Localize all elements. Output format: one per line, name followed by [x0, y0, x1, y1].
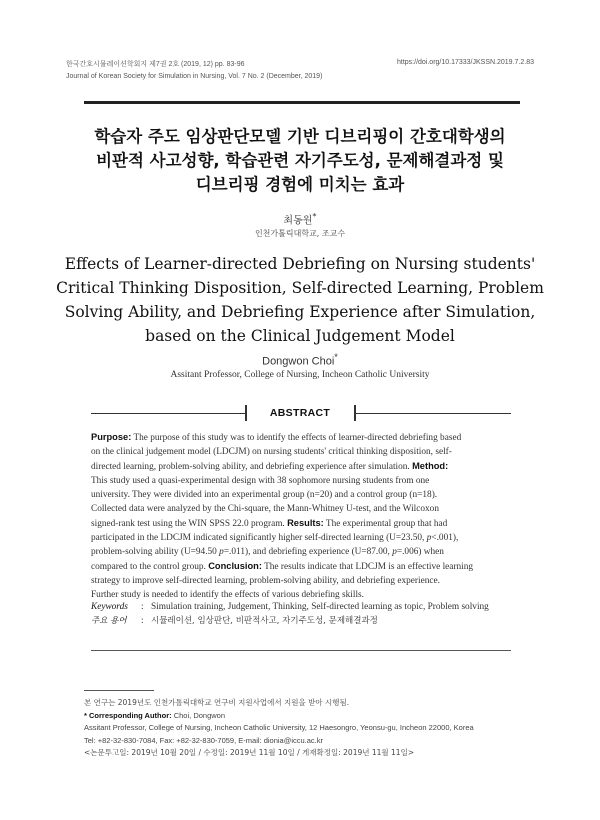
english-title-line: Solving Ability, and Debriefing Experience after Simulation,	[64, 303, 536, 321]
abstract-heading: ABSTRACT	[269, 407, 331, 419]
abstract-rule-right	[356, 413, 511, 414]
english-title	[40, 252, 560, 348]
abstract-line	[91, 559, 511, 574]
author-contact: Tel: +82-32-830-7084, Fax: +82-32-830-7059, E-mail: dionia@iccu.ac.kr	[84, 735, 323, 745]
abstract-text: p	[392, 547, 397, 557]
doi-link[interactable]: https://doi.org/10.17333/JKSSN.2019.7.2.83	[397, 59, 534, 66]
korean-title	[60, 125, 540, 197]
corresponding-author-name: Choi, Dongwon	[171, 710, 226, 720]
keywords-colon: :	[141, 602, 144, 612]
abstract-line	[91, 459, 511, 474]
funding-note: 본 연구는 2019년도 인천가톨릭대학교 연구비 지원사업에서 지원을 받아 시행됨.	[84, 698, 350, 707]
english-title-line: based on the Clinical Judgement Model	[145, 327, 455, 345]
korean-title-line: 디브리핑 경험에 미치는 효과	[195, 175, 405, 194]
abstract-line	[91, 531, 511, 545]
abstract-body	[91, 430, 511, 602]
abstract-text: <.001),	[431, 533, 459, 543]
abstract-line	[91, 488, 511, 502]
abstract-section-label: Method:	[412, 461, 449, 471]
submission-dates: <논문투고일: 2019년 10월 20일 / 수정일: 2019년 11월 10일 / 게재확정일: 2019년 11월 11일>	[84, 748, 415, 757]
english-title-line: Critical Thinking Disposition, Self-directed Learning, Problem	[56, 279, 544, 297]
english-author-name: Dongwon Choi	[262, 355, 335, 368]
korean-author-name: 최동원	[283, 215, 313, 227]
korean-title-line: 비판적 사고성향, 학습관련 자기주도성, 문제해결과정 및	[96, 151, 504, 170]
abstract-text: The results indicate that LDCJM is an effective learning	[261, 562, 474, 572]
korean-keywords-colon: :	[141, 616, 144, 626]
keywords-block	[91, 600, 511, 628]
footnotes	[84, 697, 524, 760]
abstract-text: The purpose of this study was to identify the effects of learner-directed debriefing based	[131, 433, 462, 443]
abstract-text: on the clinical judgement model (LDCJM) on nursing students' critical thinking disposition, self-	[91, 447, 452, 457]
abstract-text: =.011), and debriefing experience (U=87.00,	[223, 547, 393, 557]
abstract-text: compared to the control group.	[91, 562, 209, 572]
abstract-text: directed learning, problem-solving ability, and debriefing experience after simulation.	[91, 462, 413, 472]
header-rule	[84, 101, 520, 104]
journal-header-korean: 한국간호시뮬레이션학회지 제7권 2호 (2019, 12) pp. 83-96	[66, 61, 245, 68]
korean-title-line: 학습자 주도 임상판단모델 기반 디브리핑이 간호대학생의	[94, 127, 506, 146]
abstract-text: p	[426, 533, 432, 543]
abstract-text: =.006) when	[396, 547, 444, 557]
abstract-text: The experimental group that had	[323, 519, 448, 529]
abstract-text: strategy to improve self-directed learning, problem-solving ability, and debriefing experience.	[91, 576, 440, 586]
english-affiliation: Assitant Professor, College of Nursing, Incheon Catholic University	[170, 370, 430, 380]
abstract-line	[91, 502, 511, 516]
abstract-line	[91, 445, 511, 459]
abstract-line	[91, 430, 511, 445]
abstract-line	[91, 474, 511, 488]
korean-keywords-row	[91, 614, 511, 628]
korean-author-mark: *	[312, 211, 317, 221]
korean-keywords-label: 주요 용어	[91, 616, 127, 626]
abstract-text: Further study is needed to identify the effects of various debriefing skills.	[91, 590, 364, 600]
abstract-bottom-rule	[91, 650, 511, 651]
corresponding-author	[84, 710, 524, 723]
abstract-text: participated in the LDCJM indicated significantly higher self-directed learning (U=23.50,	[91, 533, 427, 543]
keywords-row	[91, 600, 511, 614]
korean-keywords-text: 시뮬레이션, 임상판단, 비판적사고, 자기주도성, 문제해결과정	[151, 616, 378, 626]
korean-author	[0, 211, 600, 226]
abstract-text: Collected data were analyzed by the Chi-square, the Mann-Whitney U-test, and the Wilcoxon	[91, 504, 439, 514]
abstract-text: signed-rank test using the WIN SPSS 22.0 program.	[91, 519, 288, 529]
abstract-section-label: Results:	[287, 518, 324, 528]
footnote-rule	[84, 690, 154, 691]
abstract-line	[91, 545, 511, 559]
keywords-label: Keywords	[91, 602, 128, 612]
abstract-text: p	[219, 547, 224, 557]
abstract-text: university. They were divided into an experimental group (n=20) and a control group (n=18).	[91, 490, 438, 500]
english-author-mark: *	[334, 352, 338, 362]
journal-header-english: Journal of Korean Society for Simulation in Nursing, Vol. 7 No. 2 (December, 2019)	[66, 73, 323, 80]
abstract-line	[91, 574, 511, 588]
corresponding-author-label: * Corresponding Author:	[84, 710, 172, 720]
korean-affiliation: 인천가톨릭대학교, 조교수	[254, 229, 346, 238]
english-title-line: Effects of Learner-directed Debriefing on Nursing students'	[64, 255, 536, 273]
abstract-text: This study used a quasi-experimental design with 38 sophomore nursing students from one	[91, 476, 430, 486]
keywords-text: Simulation training, Judgement, Thinking, Self-directed learning as topic, Problem solving	[151, 602, 489, 612]
abstract-text: problem-solving ability (U=94.50	[91, 547, 220, 557]
abstract-section-label: Purpose:	[91, 432, 132, 442]
abstract-line	[91, 516, 511, 531]
english-author	[0, 352, 600, 368]
author-address: Assitant Professor, College of Nursing, Incheon Catholic University, 12 Haesongro, Yeonsu-gu, Incheon 22000, Korea	[84, 723, 474, 732]
abstract-section-label: Conclusion:	[208, 561, 262, 571]
